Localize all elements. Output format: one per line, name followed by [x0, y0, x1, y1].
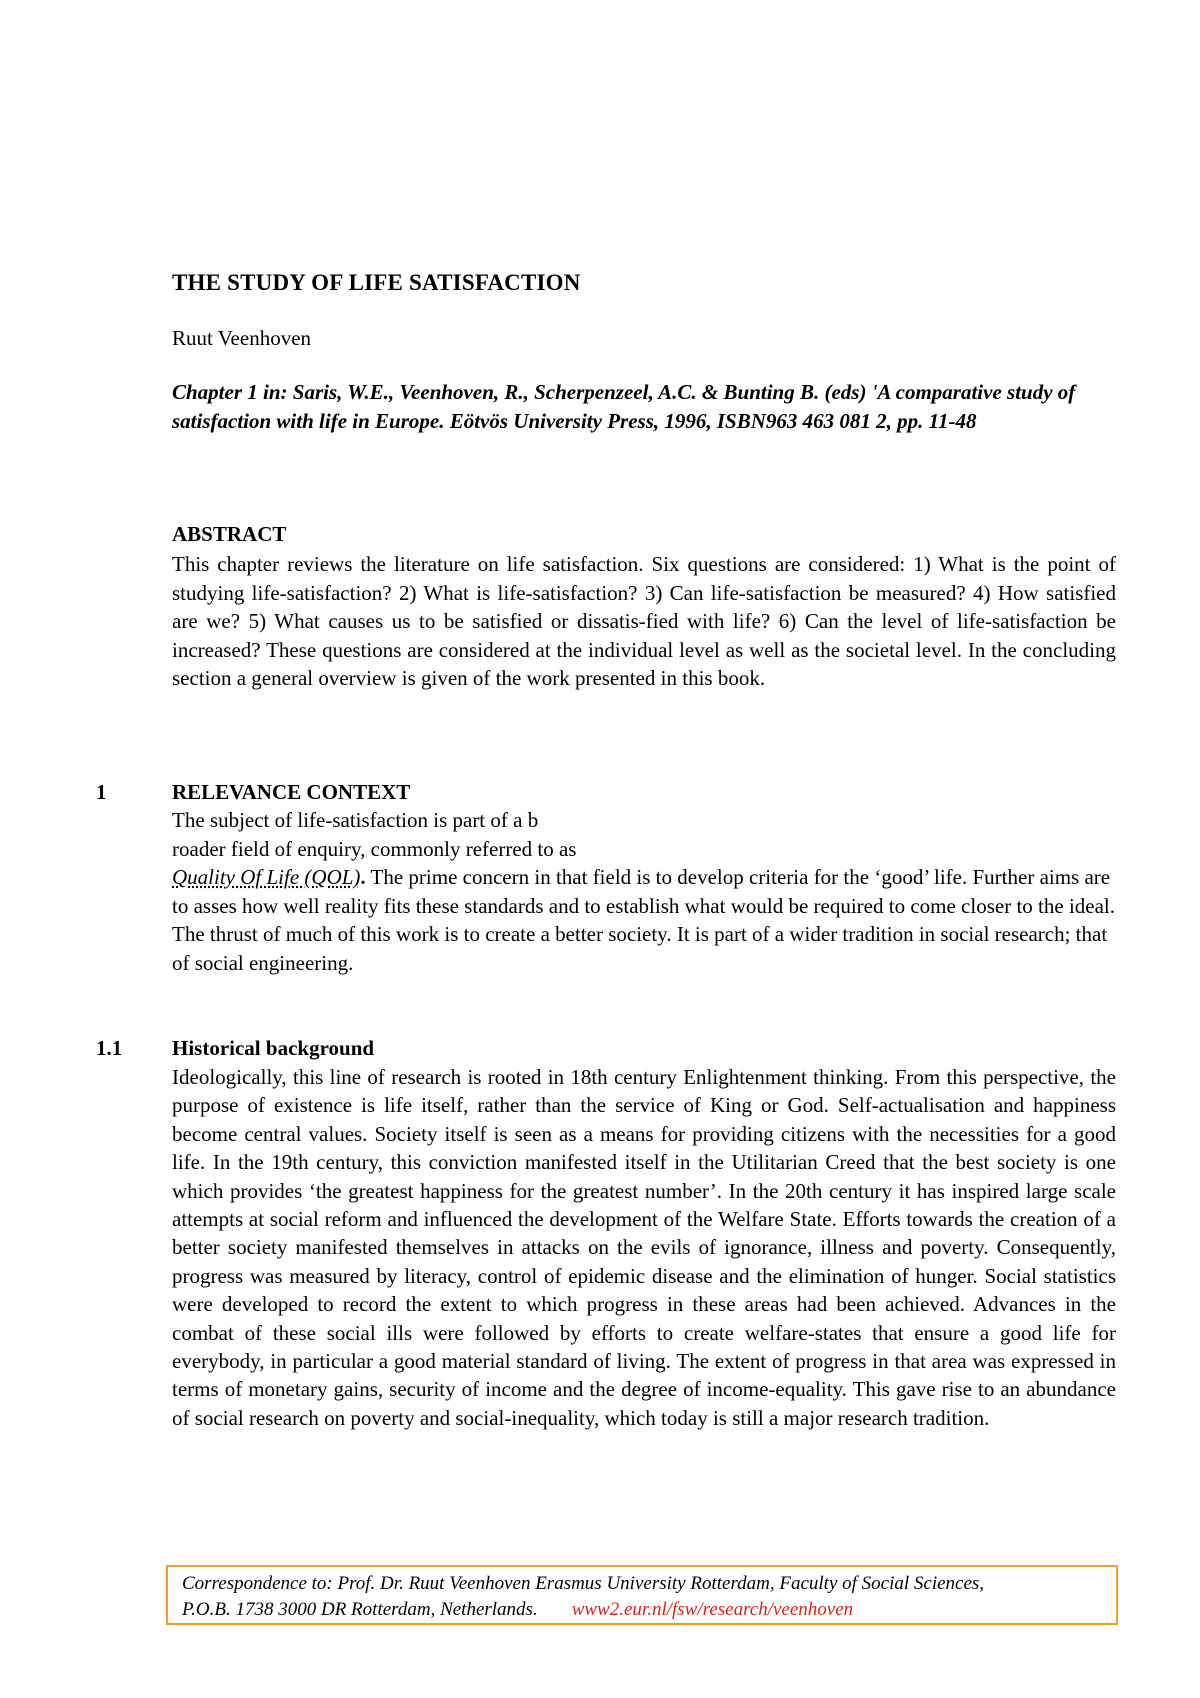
section-1-line-2: roader field of enquiry, commonly referred to as — [172, 836, 577, 861]
section-1-1-body: Ideologically, this line of research is rooted in 18th century Enlightenment thinking. From this perspective, the purpose of existence is life itself, rather than the service of King or God. Self-actualisation and happiness become central values. Society itself is seen as a means for providing citizens with the necessities for a good life. In the 19th century, this conviction manifested itself in the Utilitarian Creed that the best society is one which provides ‘the greatest happiness for the greatest number’. In the 20th century it has inspired large scale attempts at social reform and influenced the development of the Welfare State. Efforts towards the creation of a better society manifested themselves in attacks on the evils of ignorance, illness and poverty. Consequently, progress was measured by literacy, control of epidemic disease and the elimination of hunger. Social statistics were developed to record the extent to which progress in these areas had been achieved. Advances in the combat of these social ills were followed by efforts to create welfare-states that ensure a good life for everybody, in particular a good material standard of living. The extent of progress in that area was expressed in terms of monetary gains, security of income and the degree of income-equality. This gave rise to an abundance of social research on poverty and social-inequality, which today is still a major research tradition. — [172, 1065, 1116, 1430]
document-title: THE STUDY OF LIFE SATISFACTION — [172, 270, 581, 295]
section-1-heading: RELEVANCE CONTEXT — [172, 780, 411, 804]
section-1-rest: The prime concern in that field is to develop criteria for the ‘good’ life. Further aims are to asses how well reality fits these standards and to establish what would be required to come closer to the ideal. The thrust of much of this work is to create a better society. It is part of a wider tradition in social research; that of social engineering. — [172, 865, 1116, 975]
abstract-body: This chapter reviews the literature on life satisfaction. Six questions are considered: 1) What is the point of studying life-satisfaction? 2) What is life-satisfaction? 3) Can life-satisfaction be measured? 4) How satisfied are we? 5) What causes us to be satisfied or dissatis-fied with life? 6) Can the level of life-satisfaction be increased? These questions are considered at the individual level as well as the societal level. In the concluding section a general overview is given of the work presented in this book. — [172, 552, 1116, 690]
citation: Chapter 1 in: Saris, W.E., Veenhoven, R., Scherpenzeel, A.C. & Bunting B. (eds) 'A comparative study of satisfaction with life in Europe. Eötvös University Press, 1996, ISBN963 463 081 2, pp. 11-48 — [172, 380, 1076, 433]
qol-period: . — [360, 865, 366, 889]
abstract-heading: ABSTRACT — [172, 522, 287, 546]
section-1-body — [172, 806, 1116, 977]
section-1-1-heading: Historical background — [172, 1036, 375, 1060]
correspondence-address: P.O.B. 1738 3000 DR Rotterdam, Netherlands. — [182, 1599, 538, 1620]
correspondence-box — [166, 1565, 1118, 1625]
qol-term: Quality Of Life (QOL) — [172, 865, 361, 889]
section-1-number: 1 — [96, 780, 107, 804]
author-name: Ruut Veenhoven — [172, 326, 312, 350]
section-1-line-1: The subject of life-satisfaction is part of a b — [172, 808, 539, 832]
website-link[interactable]: www2.eur.nl/fsw/research/veenhoven — [571, 1599, 854, 1620]
correspondence-line-1: Correspondence to: Prof. Dr. Ruut Veenhoven Erasmus University Rotterdam, Faculty of Social Sciences, — [182, 1573, 985, 1594]
correspondence-line-2 — [182, 1597, 1106, 1623]
section-1-1-number: 1.1 — [96, 1036, 123, 1060]
